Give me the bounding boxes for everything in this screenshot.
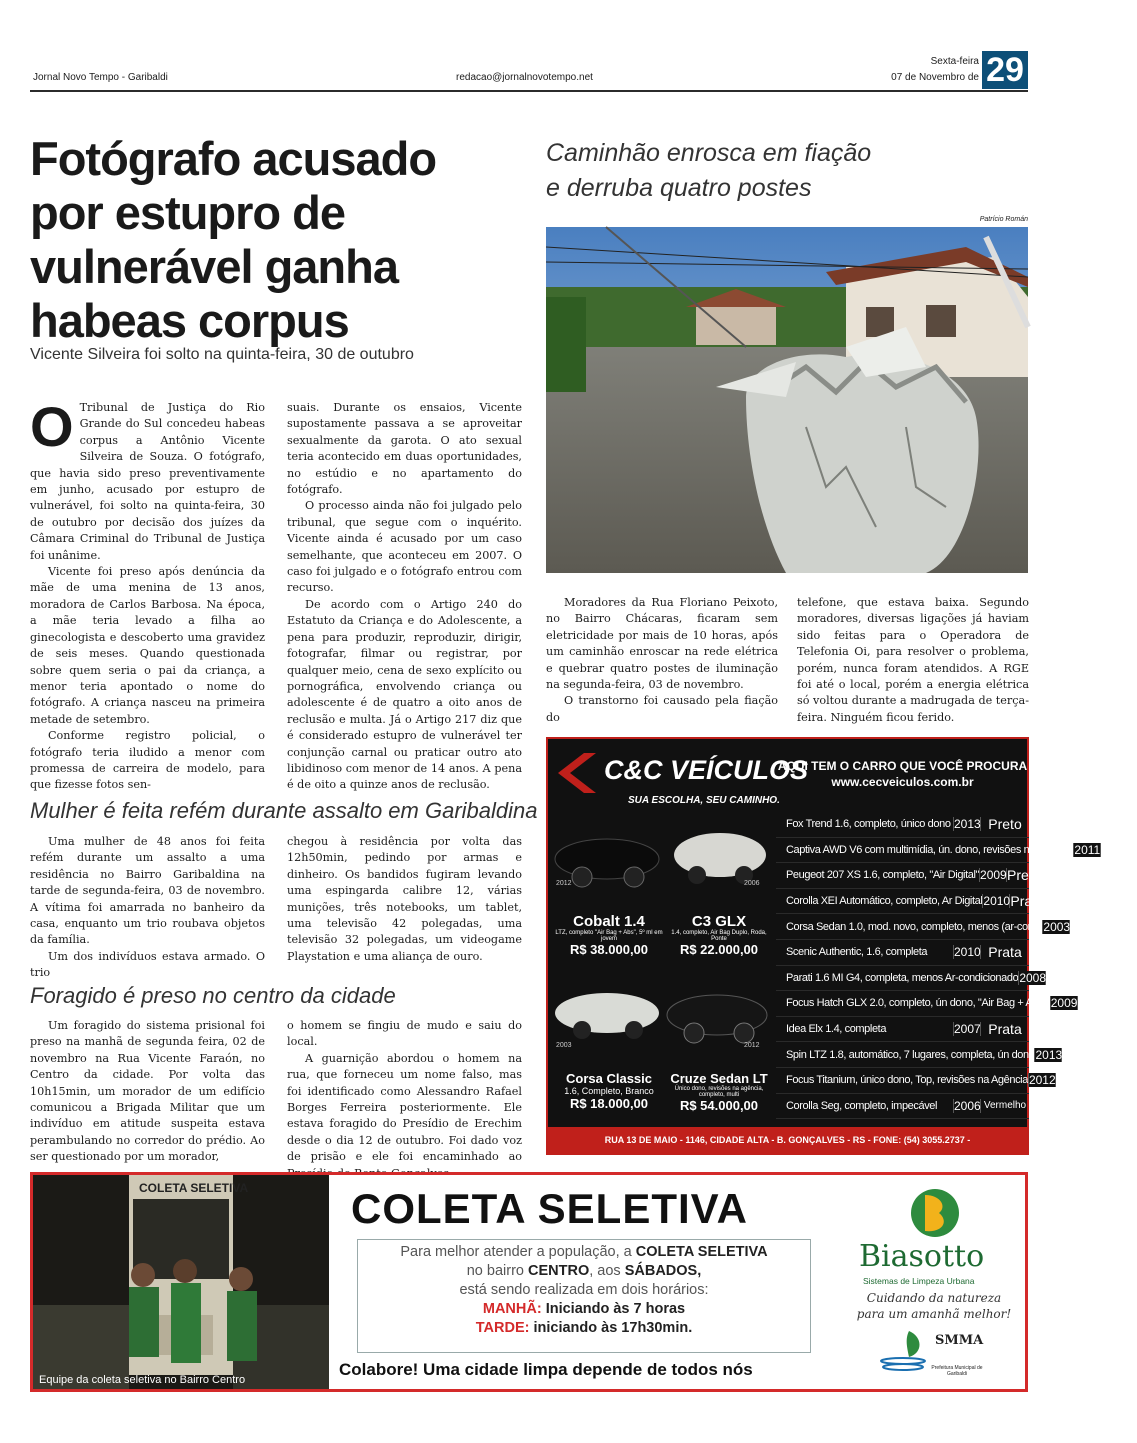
featured-car[interactable]: C3 GLX 1.4, completo, Air Bag Duplo, Roda, Ponte R$ 22.000,00 <box>671 913 767 957</box>
listing-description: Parati 1.6 MI G4, completa, menos Ar-condicionado <box>786 971 1019 984</box>
coleta-team-photo <box>33 1175 329 1389</box>
foragido-column-2 <box>287 1018 522 1182</box>
listing-color: Prata <box>1070 918 1104 935</box>
car-year: 2012 <box>744 1042 760 1049</box>
car-year: 2012 <box>556 880 572 887</box>
main-column-2 <box>287 400 522 794</box>
paragraph: telefone, que estava baixa. Segundo moradores, diversas ligações já haviam sido feitas para o Operadora de Telefonia Oi, para resolver o problema, porém, nunca foram atendidos. A RGE foi até o local, porém a energia elétrica só voltou durante a madrugada de terça-feira. Ninguém ficou ferido. <box>797 596 1029 724</box>
header-email[interactable]: redacao@jornalnovotempo.net <box>456 72 593 83</box>
car-photos-bottom <box>552 975 770 1055</box>
dealer-website[interactable]: www.cecveiculos.com.br <box>831 775 974 789</box>
paragraph: O transtorno foi causado pela fiação do <box>546 694 778 724</box>
paragraph: Vicente foi preso após denúncia da mãe de uma menina de 13 anos, moradora de Carlos Barbosa. Na época, a mãe teria levado a filha ao ginecologista e descoberto uma gravidez de seis meses. Quando questionada sobre quem seria o pai da criança, a menor teria apontado o nome do fotógrafo. A criança nasceu na primeira metade de setembro. <box>30 565 265 726</box>
main-column-1 <box>30 395 265 794</box>
refem-title: Mulher é feita refém durante assalto em Garibaldina <box>30 798 538 823</box>
car-listing-row[interactable] <box>776 812 1029 838</box>
paragraph: o homem se fingiu de mudo e saiu do local. <box>287 1019 522 1049</box>
paragraph: suais. Durante os ensaios, Vicente supostamente passava a se aproveitar sexualmente da garota. O ato sexual teria acontecido em duas oportunidades, no estúdio e no apartamento do fotógrafo. <box>287 401 522 497</box>
listing-description: Idea Elx 1.4, completa <box>786 1023 887 1036</box>
listing-year: 2010 <box>954 945 981 960</box>
dealer-logo-text: C&C VEÍCULOS <box>604 755 809 785</box>
listing-year: 2009 <box>980 868 1007 883</box>
coleta-info-box: Para melhor atender a população, a COLETA SELETIVA no bairro CENTRO, aos SÁBADOS, está sendo realizada em dois horários: MANHÃ: Iniciando às 7 horas TARDE: iniciando às 17h30min. <box>357 1239 811 1353</box>
header-date: 07 de Novembro de <box>891 72 979 83</box>
ad-headline: AQUI TEM O CARRO QUE VOCÊ PROCURA www.cecveiculos.com.br <box>777 759 1028 789</box>
listing-year: 2003 <box>1043 919 1071 934</box>
caminhao-title: Caminhão enrosca em fiação e derruba quatro postes <box>546 139 872 202</box>
listing-year: 2006 <box>954 1098 981 1113</box>
listing-description: Peugeot 207 XS 1.6, completo, "Air Digital" <box>786 869 980 882</box>
coleta-slogan: Colabore! Uma cidade limpa depende de todos nós <box>339 1360 753 1379</box>
paragraph: A guarnição abordou o homem na rua, que forneceu um nome falso, mas foi identificado como Alessandro Rafael Borges Ferreira posteriormente. Ele estava foragido do Presídio de Erechim desde o dia 12 de outubro. Foi dado voz de prisão e ele foi encaminhado ao <box>287 1051 522 1164</box>
header-day: Sexta-feira <box>930 56 979 67</box>
car-listing-row[interactable] <box>776 863 1041 889</box>
listing-color: Preto <box>1007 867 1041 884</box>
car-listing-row[interactable] <box>776 1017 1029 1043</box>
manha-label: MANHÃ: <box>482 1301 542 1317</box>
car-listing-row[interactable] <box>776 1042 1096 1068</box>
ad-footer-contact[interactable]: RUA 13 DE MAIO - 1146, CIDADE ALTA - B. GONÇALVES - RS - FONE: (54) 3055.2737 - cecveiculos@hotmail.com <box>548 1127 1027 1153</box>
listing-description: Spin LTZ 1.8, automático, 7 lugares, completa, ún dono <box>786 1048 1035 1061</box>
dealer-logo-icon <box>556 749 606 799</box>
caminhao-column-2 <box>797 595 1029 726</box>
listing-color: Prata <box>988 1021 1022 1038</box>
biasotto-name: Biasotto <box>859 1239 985 1274</box>
coleta-title: COLETA SELETIVA <box>351 1185 748 1232</box>
photo-credit: Patrício Román <box>979 216 1028 223</box>
listing-color: Vermelho <box>983 1100 1027 1112</box>
listing-description: Focus Titanium, único dono, Top, revisões na Agência <box>786 1074 1028 1087</box>
foragido-title: Foragido é preso no centro da cidade <box>30 983 396 1008</box>
car-listings <box>776 812 1137 1119</box>
listing-description: Corsa Sedan 1.0, mod. novo, completo, menos (ar-cond) <box>786 920 1043 933</box>
car-year: 2003 <box>556 1042 572 1049</box>
page-number: 29 <box>982 51 1028 89</box>
smma-logo: SMMA <box>935 1333 984 1348</box>
listing-year: 2008 <box>1019 970 1047 985</box>
car-listing-row[interactable] <box>776 991 1112 1017</box>
listing-year: 2009 <box>1050 996 1078 1011</box>
paragraph: O processo ainda não foi julgado pelo tribunal, que segue com o inquérito. Vicente ainda é acusado por um caso semelhante, que aconteceu em 2007. O caso foi julgado e o fotógrafo entrou com recurso. <box>287 499 522 595</box>
dropcap: O <box>30 395 74 458</box>
car-year: 2006 <box>744 880 760 887</box>
listing-year: 2007 <box>954 1022 981 1037</box>
biasotto-subtitle: Sistemas de Limpeza Urbana <box>863 1276 975 1286</box>
listing-color: Prata <box>1010 893 1044 910</box>
listing-color: Preto <box>1062 1046 1096 1063</box>
listing-year: 2013 <box>954 817 981 832</box>
car-listing-row[interactable] <box>776 966 1080 992</box>
listing-description: Focus Hatch GLX 2.0, completo, ún dono, "Air Bag + ABS" <box>786 997 1050 1010</box>
featured-car[interactable]: Cobalt 1.4 LTZ, completo "Air Bag + Abs", 5º ml em jovem R$ 38.000,00 <box>555 913 663 957</box>
listing-year: 2010 <box>983 894 1011 909</box>
header-paper-name: Jornal Novo Tempo - Garibaldi <box>33 72 168 83</box>
listing-description: Corolla XEI Automático, completo, Ar Digital <box>786 895 983 908</box>
caminhao-column-1 <box>546 595 778 726</box>
car-listing-row[interactable] <box>776 1094 1029 1120</box>
listing-color: Preto <box>988 816 1022 833</box>
car-listing-row[interactable] <box>776 889 1044 915</box>
listing-description: Scenic Authentic, 1.6, completa <box>786 946 928 959</box>
listing-color: Cinza <box>1101 841 1137 858</box>
dealer-tagline: SUA ESCOLHA, SEU CAMINHO. <box>628 795 780 806</box>
listing-color: Prata <box>988 944 1022 961</box>
listing-description: Corolla Seg, completo, impecável <box>786 1099 938 1112</box>
listing-description: Fox Trend 1.6, completo, único dono <box>786 818 951 831</box>
listing-year: 2012 <box>1028 1073 1056 1088</box>
car-listing-row[interactable] <box>776 940 1029 966</box>
listing-color: Cinza <box>1055 1072 1092 1089</box>
listing-color: Prata <box>1077 995 1112 1012</box>
listing-year: 2011 <box>1074 842 1101 857</box>
listing-description: Captiva AWD V6 com multimídia, ún. dono, revisões na agência <box>786 843 1074 856</box>
car-photos-top <box>552 815 770 895</box>
car-listing-row[interactable] <box>776 838 1137 864</box>
coleta-seletiva-ad[interactable] <box>30 1172 1028 1392</box>
listing-color: Prata <box>1046 969 1080 986</box>
header-divider <box>30 90 1028 92</box>
biasotto-tagline: Cuidando da natureza <box>866 1291 1002 1305</box>
featured-car[interactable]: Corsa Classic 1.6, Completo, Branco R$ 18.000,00 <box>564 1071 654 1111</box>
prefeitura-label: Prefeitura Municipal de Garibaldi <box>931 1365 983 1377</box>
car-listing-row[interactable] <box>776 1068 1092 1094</box>
paragraph: De acordo com o Artigo 240 do Estatuto da Criança e do Adolescente, a pena para produzir, reproduzir, dirigir, fotografar, filmar ou registrar, por qualquer meio, cena de sexo explícito ou pornográfica, envolvendo criança ou adolescente é de quatro a oito anos de reclusão e multa. Já o Artigo 217 diz que é considerado estupro de vulnerável ter conjunção carnal ou praticar outro ato libidinoso com menor de 14 anos. A pena é de oito a quinze anos de reclusão. <box>287 597 522 792</box>
paragraph: Um foragido do sistema prisional foi preso na manhã de segunda feira, 02 de novembro na Rua Vicente Faraón, no Centro da cidade. Por volta das 10h15min, um morador de um edifício comunicou a Brigada Militar que um indivíduo em atitude suspeita estava perambulando no corredor do prédio. Ao ser questionado por um morador, <box>30 1019 265 1164</box>
paragraph: Um dos indivíduos estava armado. O trio <box>30 949 265 980</box>
biasotto-tagline: para um amanhã melhor! <box>856 1307 1012 1321</box>
paragraph: Conforme registro policial, o fotógrafo teria iludido a menor com promessa de carreira de modelo, para que fizesse fotos sen- <box>30 729 265 792</box>
paragraph: chegou à residência por volta das 12h50min, pedindo por armas e dinheiro. Os bandidos fugiram levando uma espingarda calibre 12, várias munições, três notebooks, um tablet, uma televisão 42 polegadas, uma televisão 32 polegadas, um videogame Playstation e uma aliança de ouro. <box>287 835 522 963</box>
street-photo <box>546 227 1028 573</box>
main-subhead: Vicente Silveira foi solto na quinta-feira, 30 de outubro <box>30 346 414 363</box>
paragraph: Tribunal de Justiça do Rio Grande do Sul concedeu habeas corpus a Antônio Vicente Silveira de Souza. O fotógrafo, que havia sido preso preventivamente em junho, acusado por estupro de vulnerável, foi solto na quinta-feira, 30 de outubro por decisão dos juízes da Câmara Criminal do Tribunal de Justiça foi unânime. <box>30 401 265 562</box>
foragido-column-1 <box>30 1018 265 1166</box>
biasotto-logo-icon <box>905 1183 965 1239</box>
car-listing-row[interactable] <box>776 914 1104 940</box>
featured-car[interactable]: Cruze Sedan LT Único dono, revisões na agência, completo, multi R$ 54.000,00 <box>670 1071 768 1113</box>
photo-caption: Equipe da coleta seletiva no Bairro Centro <box>39 1374 246 1386</box>
listing-year: 2013 <box>1035 1047 1063 1062</box>
car-dealer-ad[interactable] <box>546 737 1137 1171</box>
tarde-label: TARDE: <box>475 1320 530 1336</box>
refem-column-2 <box>287 834 522 965</box>
main-headline: Fotógrafo acusado por estupro de vulnerável ganha habeas corpus <box>30 132 437 347</box>
paragraph: Uma mulher de 48 anos foi feita refém durante um assalto a uma residência no Bairro Garibaldina na tarde de segunda-feira, 03 de novembro. A vítima foi amarrada no banheiro da casa, enquanto um trio roubava objetos da família. <box>30 835 265 947</box>
refem-column-1 <box>30 834 265 982</box>
paragraph: Moradores da Rua Floriano Peixoto, no Bairro Chácaras, ficaram sem eletricidade por mais de 10 horas, após um caminhão enroscar na rede elétrica e quebrar quatro postes de iluminação na segunda-feira, 03 de novembro. <box>546 596 778 692</box>
truck-label: COLETA SELETIVA <box>139 1181 249 1195</box>
